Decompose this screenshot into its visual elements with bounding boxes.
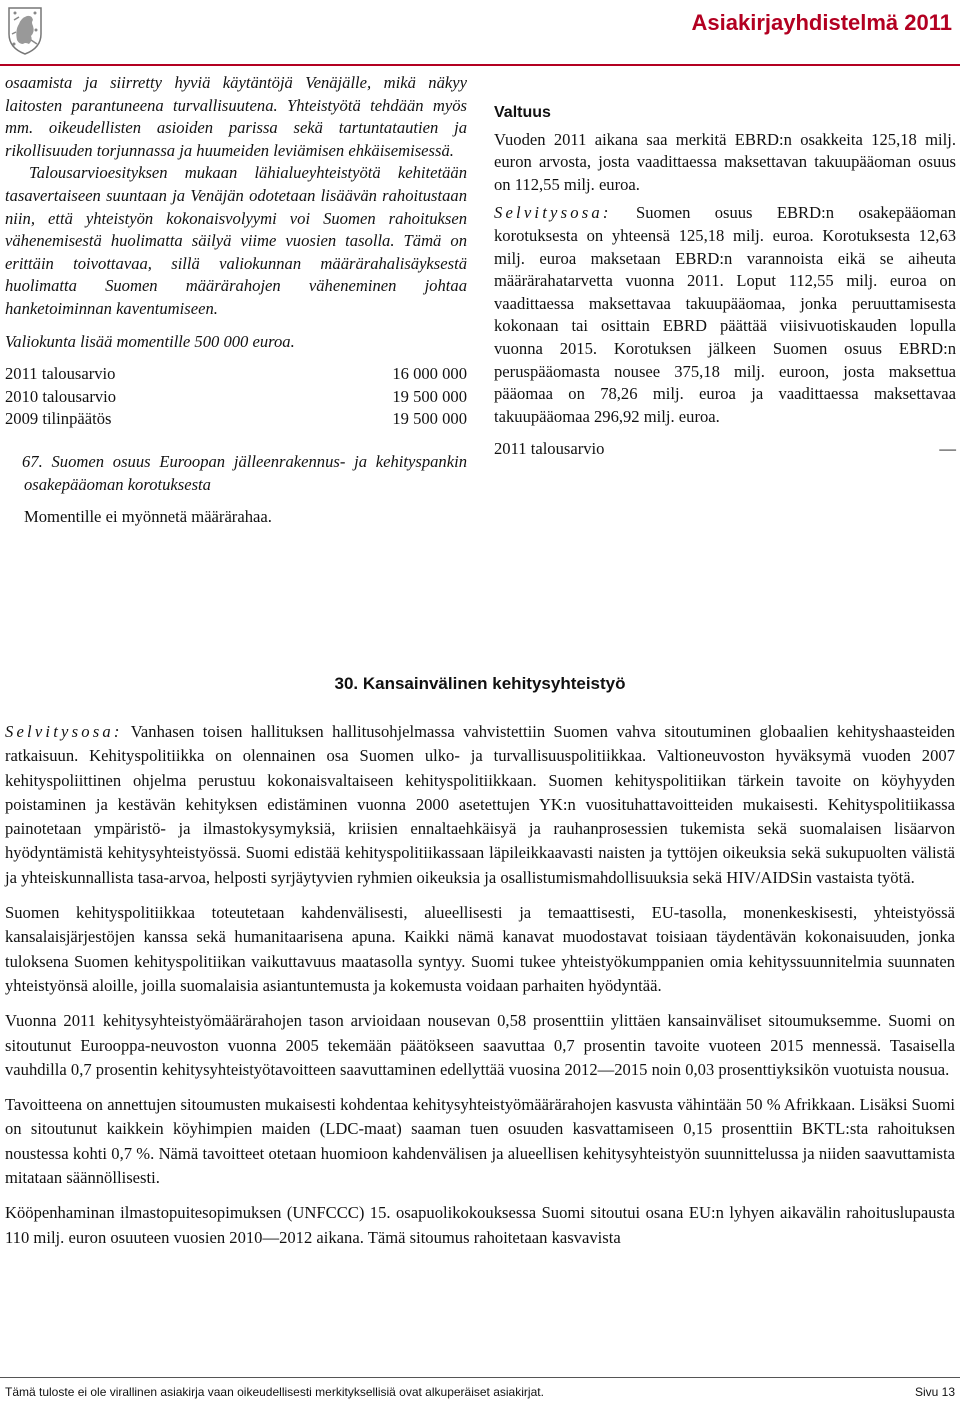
valtuus-paragraph: Vuoden 2011 aikana saa merkitä EBRD:n osakkeita 125,18 milj. euron arvosta, josta vaadittaessa maksettavan takuupääoman osuus on 112,55 milj. euroa. — [494, 129, 956, 194]
left-paragraph-2: Talousarvioesityksen mukaan lähialueyhteistyötä kehitetään tasavertaiseen suuntaan ja Venäjän odotetaan lisäävän rahoitustaan niin, että yhteistyön kokonaisvolyymi voi Suomen rahoituksen vähenemisestä huolimatta säilyä viime vuosien tasolla. Tämä on erittäin toivottavaa, sillä valiokunnan määrärahalisäyksestä huolimatta Suomen määrärahojen väheneminen johtaa hanketoiminnan kaventumiseen. — [5, 163, 467, 318]
budget-row — [494, 438, 956, 461]
valtuus-heading: Valtuus — [494, 104, 551, 121]
right-column — [494, 102, 956, 461]
budget-label: 2011 talousarvio — [494, 439, 605, 459]
section-paragraph: Tavoitteena on annettujen sitoumusten mukaisesti kohdentaa kehitysyhteistyömäärärahojen kasvusta vähintään 50 % Afrikkaan. Lisäksi Suomi on sitoutunut kaikkein köyhimpien maiden (LDC-maat) saaman tuen osuuden kasvattamiseen 0,15 prosenttiin BKTL:sta rahoituksen noustessa kohti 0,7 %. Nämä tavoitteet otetaan huomioon kahdenvälisen ja alueellisen kehitysyhteistyön suunnittelussa ja niiden saavuttamista mitataan säännöllisesti. — [5, 1095, 955, 1188]
page-footer — [5, 1385, 955, 1399]
item-67-text: Momentille ei myönnetä määrärahaa. — [24, 507, 272, 527]
section-paragraph-text: Vanhasen toisen hallituksen hallitusohjelmassa vahvistettiin Suomen vahva sitoutuminen globaalien kehityshaasteiden ratkaisuun. Kehityspolitiikka on olennainen osa Suomen ulko- ja turvallisuuspolitiikkaa. Valtioneuvoston hyväksymä vuoden 2007 kehityspoliittinen ohjelma perustuu kokonaisvaltaiseen kehityspolitiikkaan. Suomen kehityspolitiikan tärkein tavoite on köyhyyden poistaminen ja kestävän kehityksen edistäminen vuonna 2000 asetettujen YK:n vuosituhattavoitteiden mukaisesti. Kehityspolitiikassa painotetaan ympäristö- ja ilmastokysymyksiä, kriisien ennaltaehkäisyä ja rauhanprosessien tukemista sekä suomalaisen lisäarvon hyödyntämistä kehitysyhteistyössä. Suomi edistää kehityspolitiikassaan läpileikkaavasti naisten ja tyttöjen oikeuksia sekä sukupuolten välistä ja yhteiskunnallista tasa-arvoa, helposti syrjäytyvien ryhmien oikeuksia ja osallistumismahdollisuuksia sekä HIV/AIDSin vastaista työtä. — [5, 722, 955, 887]
budget-value: 16 000 000 — [392, 364, 467, 384]
section-paragraph: Vuonna 2011 kehitysyhteistyömäärärahojen tason arvioidaan nousevan 0,58 prosenttiin ylittäen kansainväliset sitoumuksemme. Suomi on sitoutunut Eurooppa-neuvoston vuonna 2005 tekemään päätökseen saavuttaa 0,7 prosentin tavoite vuoteen 2015 mennessä. Tasaisella vauhdilla 0,7 prosentin kehitysyhteistyötavoitteen saavuttaminen edellyttää vuosina 2012—2015 noin 0,03 prosenttiyksikön vuotuista nousua. — [5, 1011, 955, 1079]
selvitysosa-paragraph — [494, 202, 956, 428]
left-paragraph-1: osaamista ja siirretty hyviä käytäntöjä Venäjälle, mikä näkyy laitosten parantuneena turvallisuutena. Yhteistyötä tehdään myös mm. oikeudellisten asioiden parissa sekä tartuntatautien ja rikollisuuden torjunnassa ja huumeiden leviämisen ehkäisemisessä. — [5, 73, 467, 160]
header-divider — [0, 64, 960, 66]
page-number: Sivu 13 — [914, 1385, 955, 1399]
budget-row — [5, 386, 467, 409]
selvitysosa-lead: Selvitysosa: — [5, 722, 123, 741]
page-header — [0, 0, 960, 66]
section-body — [5, 720, 955, 1261]
footer-note: Tämä tuloste ei ole virallinen asiakirja vaan oikeudellisesti merkityksellisiä ovat alkuperäiset asiakirjat. — [5, 1385, 544, 1399]
budget-row — [5, 363, 467, 386]
selvitysosa-text: Suomen osuus EBRD:n osakepääoman korotuksesta on yhteensä 125,18 milj. euroa. Korotuksesta 12,63 milj. euroa maksetaan EBRD:n varannoista eikä se aiheuta määrärahatarvetta vuonna 2011. Loput 112,55 milj. euroa on vaadittaessa maksettavaa takuupääomaa, jonka peruuttamisesta kokonaan tai osittain EBRD päättää viisivuotiskauden lopulla vuonna 2015. Korotuksen jälkeen Suomen osuus EBRD:n peruspääomasta nousee 375,18 milj. euroon, josta maksettua pääomaa on 78,26 milj. euroa ja vaadittaessa maksettavaa takuupääomaa 296,92 milj. euroa. — [494, 203, 956, 426]
budget-label: 2010 talousarvio — [5, 386, 117, 406]
budget-row — [5, 408, 467, 431]
budget-label: 2009 tilinpäätös — [5, 409, 112, 429]
budget-label: 2011 talousarvio — [5, 364, 116, 384]
section-paragraph: Kööpenhaminan ilmastopuitesopimuksen (UNFCCC) 15. osapuolikokouksessa Suomi sitoutui osana EU:n lyhyen aikavälin rahoituslupausta 110 milj. euron osuuteen vuosien 2010—2012 aikana. Tämä sitoumus rahoitetaan kasvavista — [5, 1203, 955, 1247]
section-paragraph — [5, 720, 955, 890]
budget-value: — — [939, 439, 956, 459]
footer-divider — [0, 1377, 960, 1378]
document-title: Asiakirjayhdistelmä 2011 — [691, 10, 952, 35]
section-title: 30. Kansainvälinen kehitysyhteistyö — [334, 674, 626, 693]
finnish-lion-crest-icon — [5, 4, 45, 56]
left-column — [5, 72, 467, 529]
item-67-heading: 67. Suomen osuus Euroopan jälleenrakennus- ja kehityspankin osakepääoman korotuksesta — [22, 451, 467, 494]
budget-value: 19 500 000 — [392, 386, 467, 406]
left-paragraph-3: Valiokunta lisää momentille 500 000 euroa. — [5, 331, 295, 351]
section-paragraph: Suomen kehityspolitiikkaa toteutetaan kahdenvälisesti, alueellisesti ja temaattisesti, EU-tasolla, monenkeskisesti, yhteistyössä kansalaisjärjestöjen kanssa sekä humanitaarisena apuna. Kaikki nämä kanavat muodostavat toisiaan täydentävän kokonaisuuden, jonka tuloksena Suomen kehityspolitiikan vaikuttavuus maatasolla syntyy. Suomi tukee yhteistyökumppanien omia kehityssuunnitelmia suunnaten yhteistyönsä aloille, joilla suomalaisia asiantuntemusta ja kokemusta voidaan parhaiten hyödyntää. — [5, 903, 955, 995]
selvitysosa-lead: Selvitysosa: — [494, 203, 612, 223]
budget-value: 19 500 000 — [392, 409, 467, 429]
